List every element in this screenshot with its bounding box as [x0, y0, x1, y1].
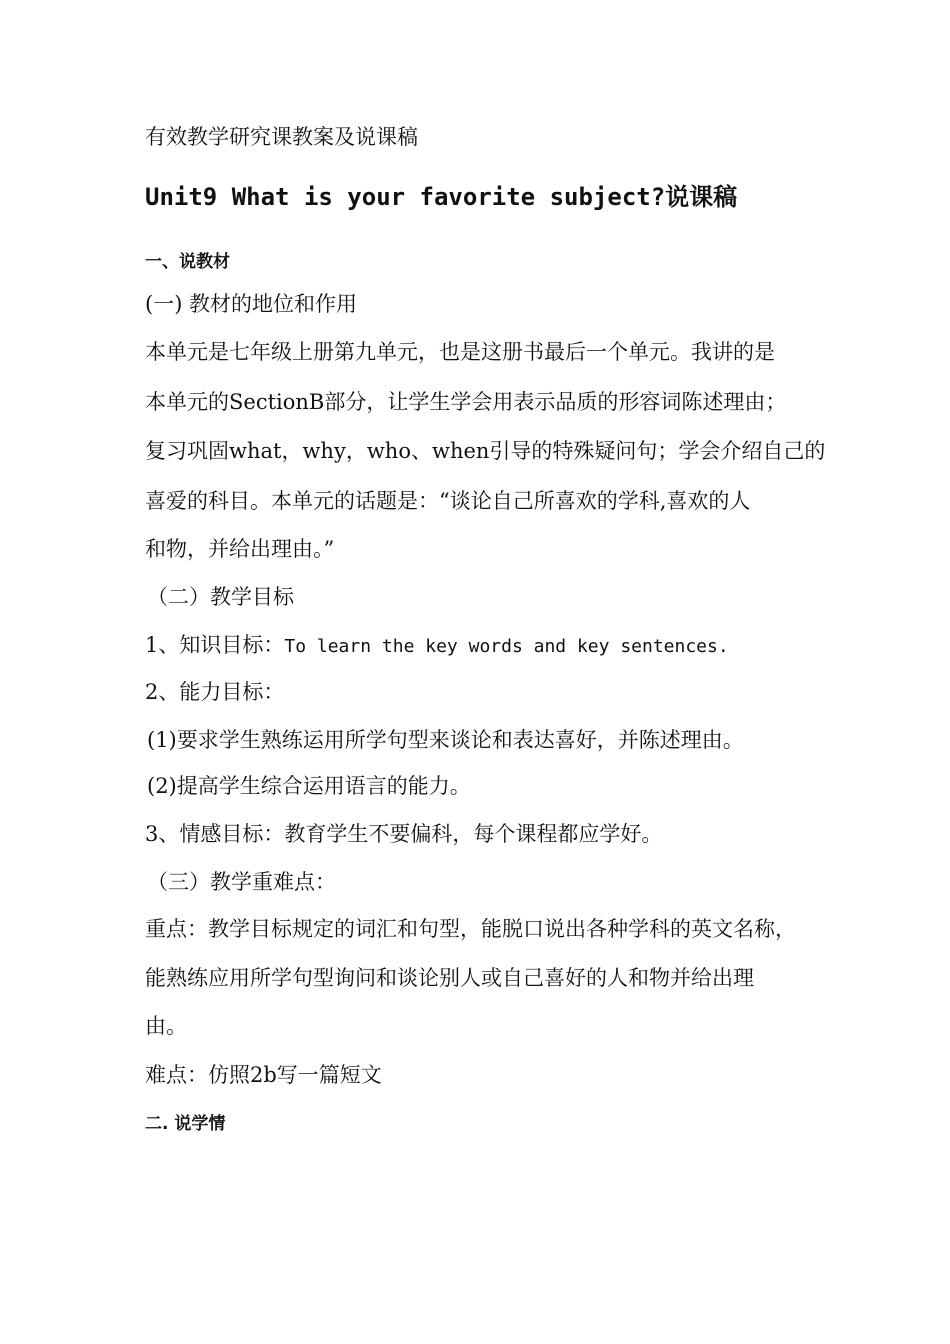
document-header: 有效教学研究课教案及说课稿 [145, 125, 418, 149]
paragraph-line: 喜爱的科目。本单元的话题是：“谈论自己所喜欢的学科,喜欢的人 [145, 489, 751, 513]
goal-ability: 2、能力目标： [145, 680, 285, 704]
subsection-heading-role: (一) 教材的地位和作用 [145, 292, 358, 316]
subsection-heading-goals: （二）教学目标 [147, 585, 294, 609]
paragraph-line: 复习巩固what，why，who、when引导的特殊疑问句；学会介绍自己的 [145, 439, 826, 463]
goal-knowledge-text: To learn the key words and key sentences. [284, 636, 729, 657]
paragraph-line: 和物，并给出理由。” [145, 537, 335, 561]
keypoints-line: 重点：教学目标规定的词汇和句型，能脱口说出各种学科的英文名称， [145, 917, 796, 941]
subsection-heading-keypoints: （三）教学重难点： [147, 870, 336, 894]
goal-ability-item: (2)提高学生综合运用语言的能力。 [147, 774, 471, 798]
keypoints-line: 能熟练应用所学句型询问和谈论别人或自己喜好的人和物并给出理 [145, 966, 754, 990]
section-heading-students: 二. 说学情 [145, 1114, 226, 1134]
keypoints-line: 由。 [145, 1014, 187, 1038]
document-title [145, 182, 737, 212]
title-chinese: 说课稿 [665, 183, 738, 211]
goal-knowledge-label: 1、知识目标： [145, 633, 285, 657]
goal-emotion: 3、情感目标：教育学生不要偏科，每个课程都应学好。 [145, 822, 663, 846]
section-heading-textbook: 一、说教材 [145, 252, 230, 272]
title-english: Unit9 What is your favorite subject? [145, 183, 666, 211]
paragraph-line: 本单元是七年级上册第九单元，也是这册书最后一个单元。我讲的是 [145, 340, 775, 364]
difficulty-line: 难点：仿照2b写一篇短文 [145, 1063, 382, 1087]
paragraph-line: 本单元的SectionB部分，让学生学会用表示品质的形容词陈述理由； [145, 390, 787, 414]
goal-knowledge [145, 632, 729, 660]
goal-ability-item: (1)要求学生熟练运用所学句型来谈论和表达喜好，并陈述理由。 [147, 728, 744, 752]
